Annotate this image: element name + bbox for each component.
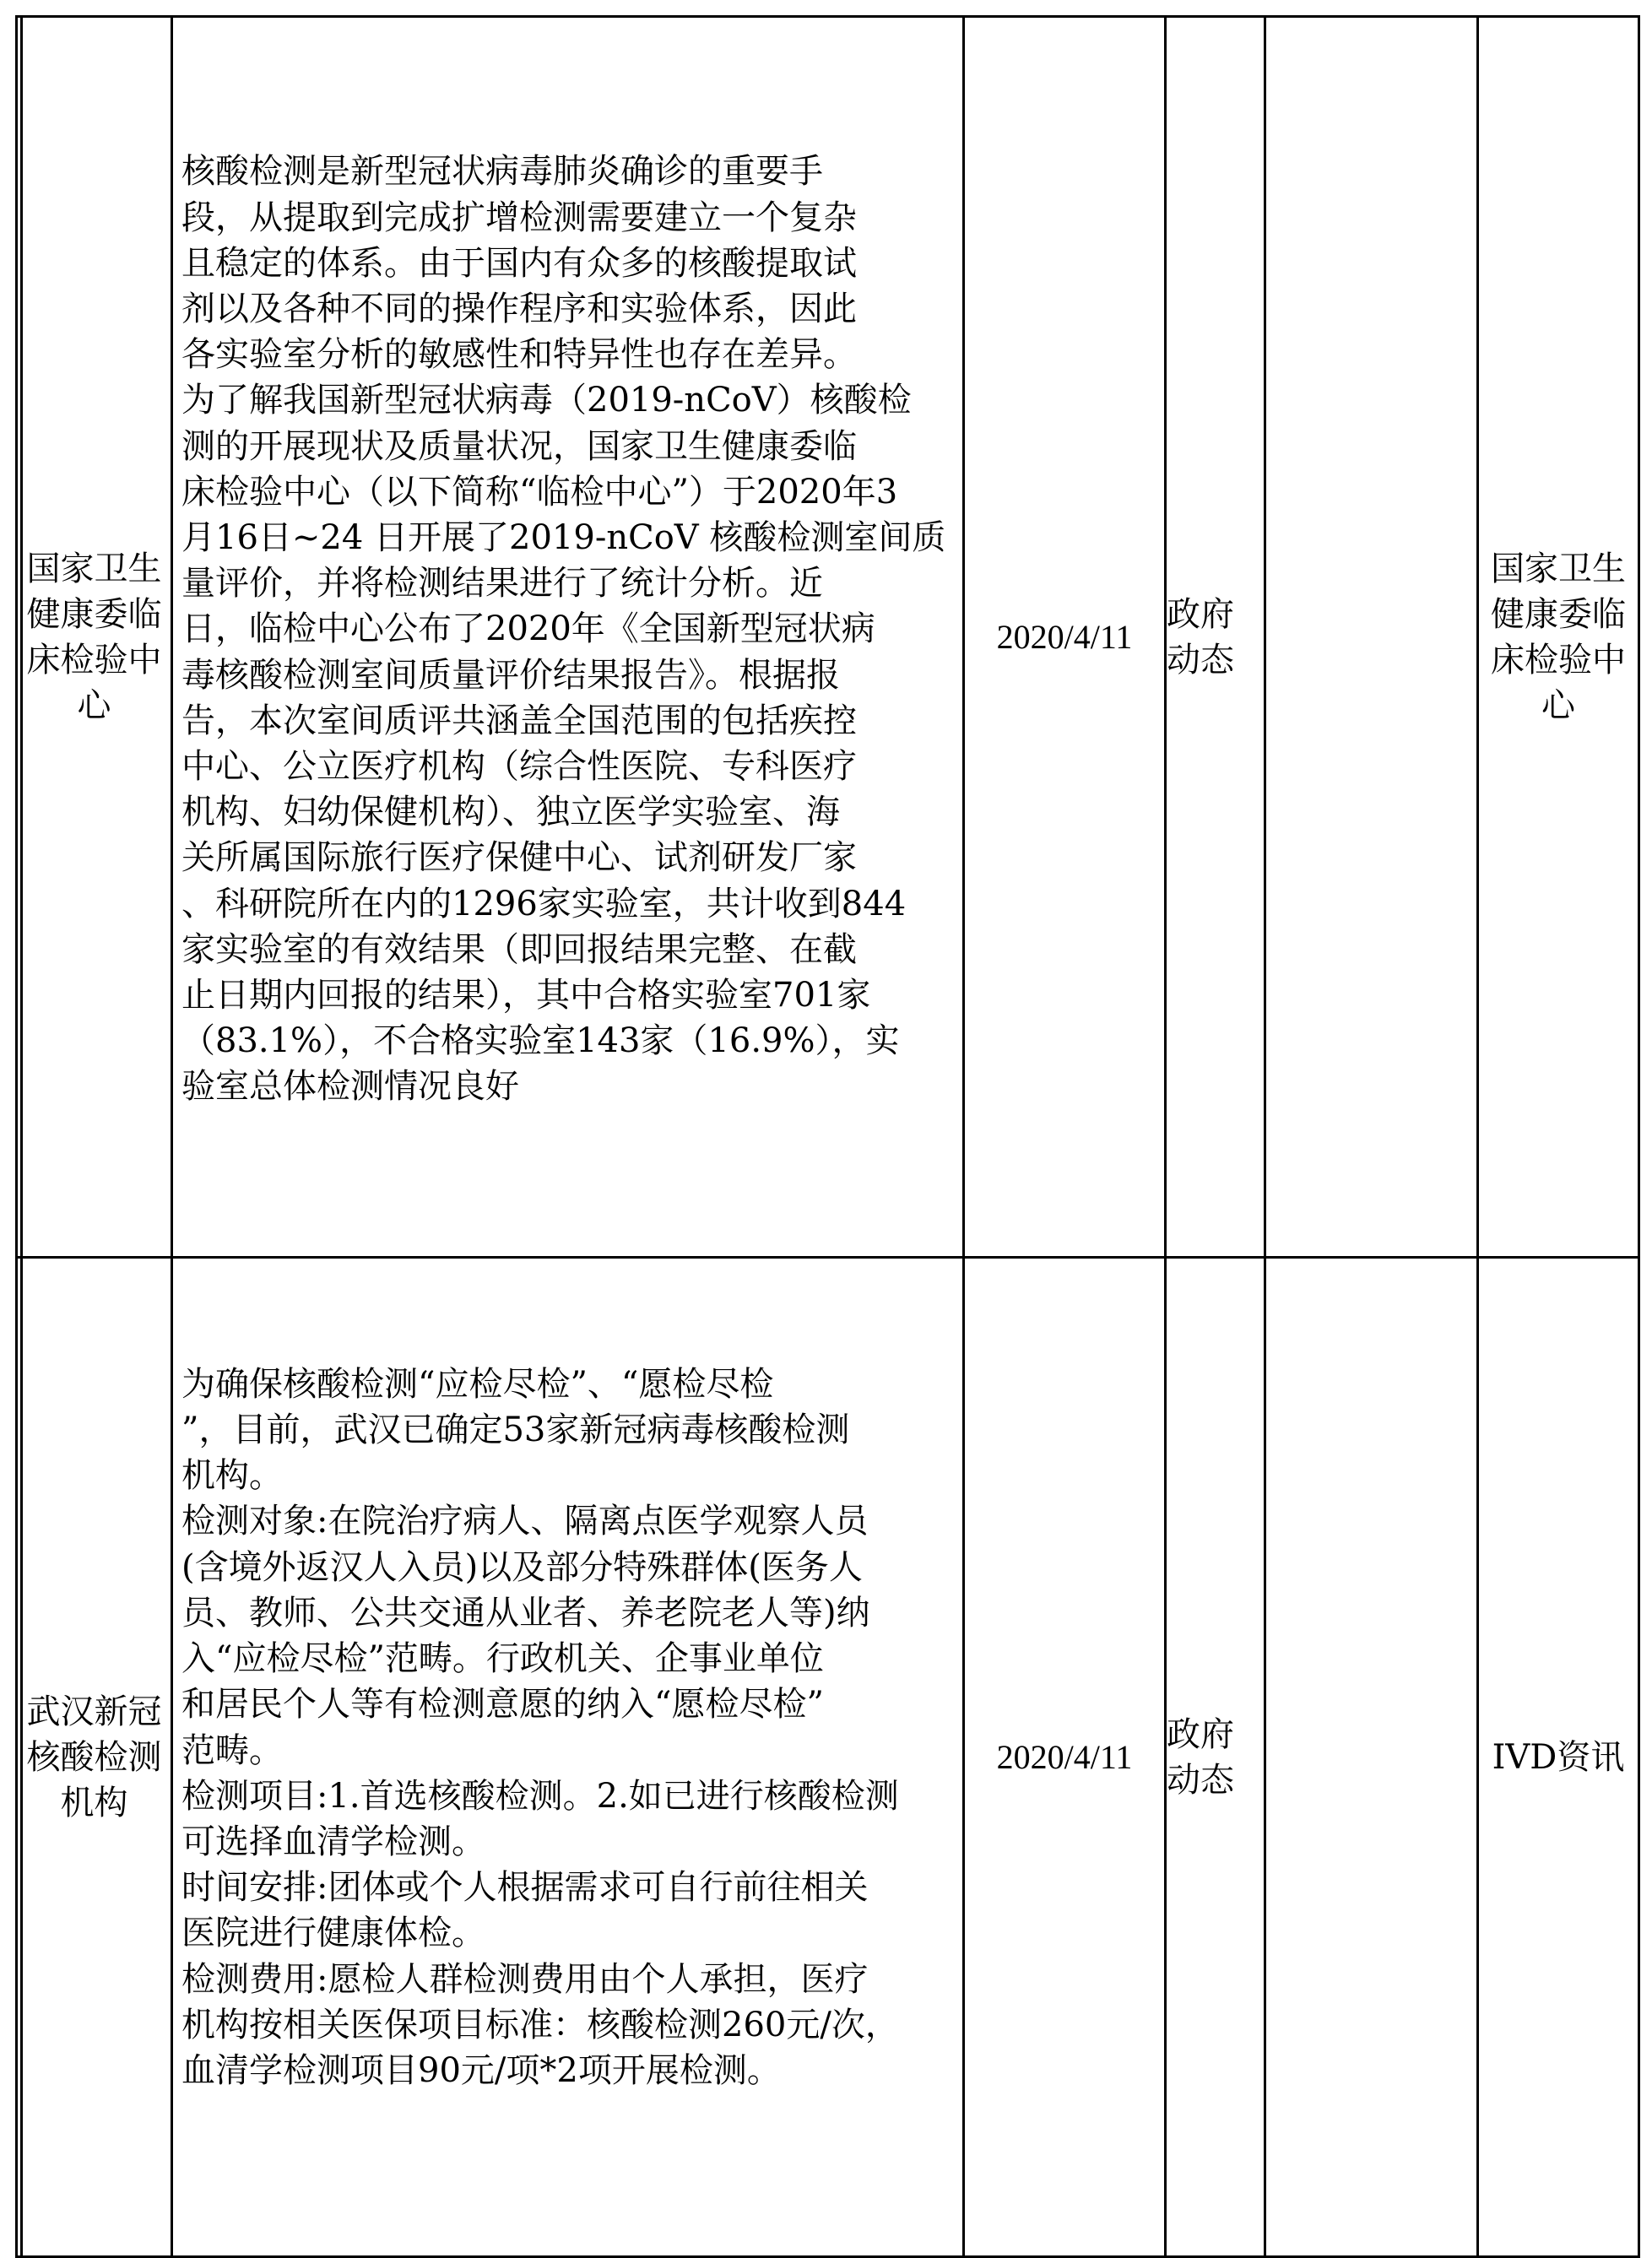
content-line: （83.1%），不合格实验室143家（16.9%），实 [181,1021,900,1061]
content-line: 量评价，并将检测结果进行了统计分析。近 [181,564,823,604]
source: 国家卫生健康委临床检验中心 [1491,549,1626,725]
category: 政府动态 [1167,1714,1234,1800]
content-line: 血清学检测项目90元/项*2项开展检测。 [181,2050,781,2090]
content-line: 医院进行健康体检。 [181,1914,485,1953]
content-line: (含境外返汉人入员)以及部分特殊群体(医务人 [181,1547,863,1587]
content-line: 中心、公立医疗机构（综合性医院、专科医疗 [181,747,857,786]
content-line: 告，本次室间质评共涵盖全国范围的包括疾控 [181,701,857,740]
content-line: 验室总体检测情况良好 [181,1067,519,1107]
content-text [173,1353,962,2161]
content-cell [172,17,964,1258]
date-cell [964,17,1166,1258]
content-line: 检测项目:1.首选核酸检测。2.如已进行核酸检测 [181,1776,899,1816]
content-text [173,71,962,1202]
content-line: 毒核酸检测室间质量评价结果报告》。根据报 [181,655,840,695]
category-cell [1166,17,1265,1258]
content-line: 段，从提取到完成扩增检测需要建立一个复杂 [181,198,857,237]
content-line: 为确保核酸检测“应检尽检”、“愿检尽检 [181,1364,774,1404]
content-line: 时间安排:团体或个人根据需求可自行前往相关 [181,1868,869,1908]
date: 2020/4/11 [996,617,1133,656]
content-line: 各实验室分析的敏感性和特异性也存在差异。 [181,335,857,375]
empty-cell [1265,1258,1478,2257]
content-line: 剂以及各种不同的操作程序和实验体系，因此 [181,289,857,328]
content-cell [172,1258,964,2257]
content-line: 日，临检中心公布了2020年《全国新型冠状病 [181,609,875,649]
news-table [15,15,1640,2258]
org-name: 武汉新冠核酸检测机构 [26,1692,162,1822]
category: 政府动态 [1167,594,1234,680]
content-line: 范畴。 [181,1730,283,1770]
content-line: 和居民个人等有检测意愿的纳入“愿检尽检” [181,1685,824,1725]
source: IVD资讯 [1492,1737,1625,1777]
content-line: 为了解我国新型冠状病毒（2019-nCoV）核酸检 [181,381,912,420]
org-name: 国家卫生健康委临床检验中心 [26,549,162,725]
content-line: 月16日~24 日开展了2019-nCoV 核酸检测室间质 [181,517,946,557]
empty-cell [1265,17,1478,1258]
content-line: 机构、妇幼保健机构）、独立医学实验室、海 [181,793,840,832]
content-line: 入“应检尽检”范畴。行政机关、企事业单位 [181,1639,824,1679]
content-line: 、科研院所在内的1296家实验室，共计收到844 [181,884,907,923]
date: 2020/4/11 [996,1737,1133,1776]
content-line: 且稳定的体系。由于国内有众多的核酸提取试 [181,243,857,283]
org-name-cell [17,1258,172,2257]
content-line: 止日期内回报的结果），其中合格实验室701家 [181,976,871,1015]
content-line: 床检验中心（以下简称“临检中心”）于2020年3 [181,472,898,512]
table-row [17,17,1639,1258]
content-line: 家实验室的有效结果（即回报结果完整、在截 [181,929,857,969]
source-cell [1478,1258,1639,2257]
org-name-cell [17,17,172,1258]
source-cell [1478,17,1639,1258]
content-line: 检测对象:在院治疗病人、隔离点医学观察人员 [181,1502,869,1541]
content-line: 机构按相关医保项目标准：核酸检测260元/次， [181,2005,899,2044]
content-line: 员、教师、公共交通从业者、养老院老人等)纳 [181,1593,870,1633]
content-line: 检测费用:愿检人群检测费用由个人承担，医疗 [181,1959,869,1999]
date-cell [964,1258,1166,2257]
content-line: 可选择血清学检测。 [181,1822,485,1861]
content-line: 机构。 [181,1456,283,1496]
content-line: 关所属国际旅行医疗保健中心、试剂研发厂家 [181,838,857,878]
content-line: 核酸检测是新型冠状病毒肺炎确诊的重要手 [181,152,823,192]
content-line: 测的开展现状及质量状况，国家卫生健康委临 [181,426,857,466]
content-line: ”，目前，武汉已确定53家新冠病毒核酸检测 [181,1411,850,1450]
category-cell [1166,1258,1265,2257]
table-row [17,1258,1639,2257]
